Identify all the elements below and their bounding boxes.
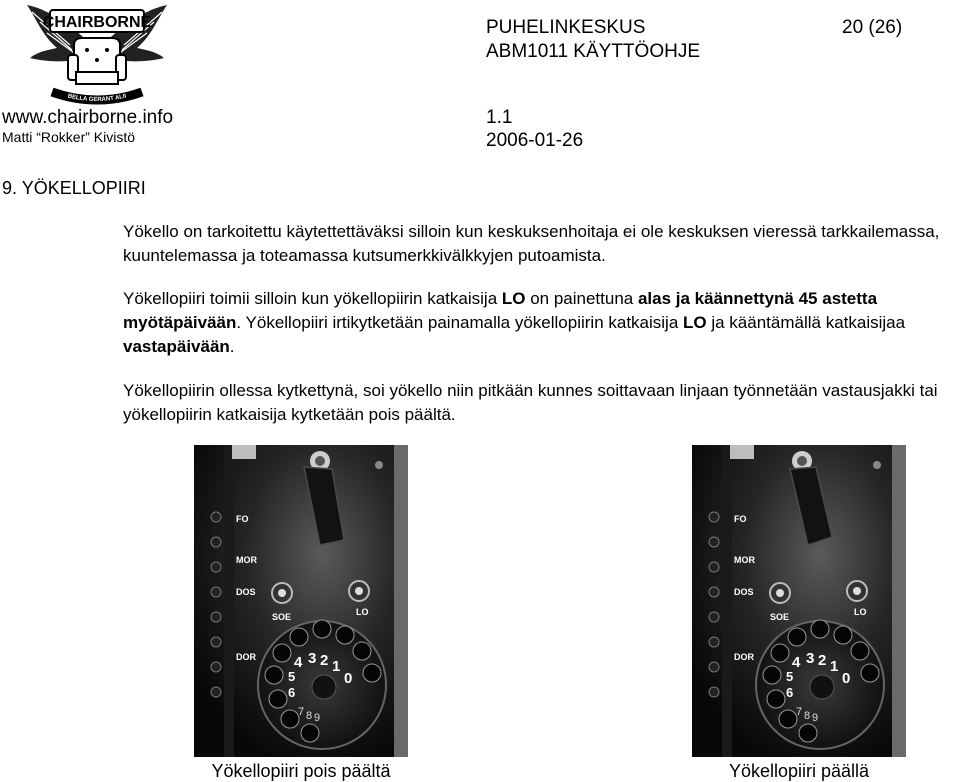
panel-label-dor: DOR	[236, 652, 256, 662]
doc-version: 1.1	[486, 107, 513, 128]
dial-digit: 4	[792, 654, 801, 671]
dial-digit: 2	[818, 652, 827, 669]
paragraph-3: Yökellopiirin ollessa kytkettynä, soi yökello niin pitkään kunnes soittavaan linjaan työnnetään vastausjakki tai yökellopiirin katkaisija kytketään pois päältä.	[123, 381, 938, 424]
panel-label-fo: FO	[236, 514, 249, 524]
author-name: Matti “Rokker” Kivistö	[2, 129, 136, 145]
dial-digit: 0	[344, 670, 353, 687]
dial-digit: 7	[298, 706, 305, 718]
paragraph-1: Yökello on tarkoitettu käytettettäväksi silloin kun keskuksenhoitaja ei ole keskuksen vieressä tarkkailemassa, kuuntelemassa ja toteamassa kutsumerkkivälkkyjen putoamista.	[123, 222, 940, 265]
dial-digit: 0	[842, 670, 851, 687]
doc-title-line2: ABM1011 KÄYTTÖOHJE	[486, 41, 700, 62]
panel-label-mor: MOR	[236, 555, 257, 565]
switch-panel-image	[194, 445, 408, 757]
dial-digit: 3	[806, 650, 815, 667]
panel-label-dor: DOR	[734, 652, 754, 662]
photo-switch-on	[692, 445, 906, 757]
logo-text: CHAIRBORNE	[42, 14, 152, 31]
dial-digit: 6	[786, 685, 794, 700]
photo-switch-off	[194, 445, 408, 757]
panel-label-dos: DOS	[734, 587, 754, 597]
switch-panel-image	[692, 445, 906, 757]
section-title: 9. YÖKELLOPIIRI	[2, 178, 146, 198]
caption-switch-on: Yökellopiiri päällä	[728, 761, 870, 781]
panel-label-soe: SOE	[272, 612, 292, 622]
dial-digit: 6	[288, 685, 296, 700]
dial-digit: 5	[786, 669, 794, 684]
dial-digit: 7	[796, 706, 803, 718]
dial-digit: 9	[314, 712, 321, 724]
dial-digit: 4	[294, 654, 303, 671]
paragraph-2: Yökellopiiri toimii silloin kun yökellopiirin katkaisija LO on painettuna alas ja käännettynä 45 astetta myötäpäivään. Yökellopiiri irtikytketään painamalla yökellopiirin katkaisija LO ja kääntämällä katkaisijaa vastapäivään.	[123, 289, 906, 356]
dial-digit: 5	[288, 669, 296, 684]
panel-label-mor: MOR	[734, 555, 755, 565]
panel-label-soe: SOE	[770, 612, 790, 622]
dial-digit: 8	[804, 710, 811, 722]
panel-label-lo: LO	[356, 607, 369, 617]
panel-label-lo: LO	[854, 607, 867, 617]
doc-title-line1: PUHELINKESKUS	[486, 17, 646, 38]
doc-date: 2006-01-26	[486, 130, 584, 151]
dial-digit: 1	[332, 658, 341, 675]
website-link[interactable]: www.chairborne.info	[2, 107, 174, 128]
dial-digit: 2	[320, 652, 329, 669]
panel-label-fo: FO	[734, 514, 747, 524]
chairborne-logo	[22, 0, 172, 105]
logo-motto: BELLA GERANT ALII	[67, 93, 127, 104]
panel-label-dos: DOS	[236, 587, 256, 597]
page-number: 20 (26)	[842, 17, 903, 38]
dial-digit: 9	[812, 712, 819, 724]
dial-digit: 1	[830, 658, 839, 675]
dial-digit: 3	[308, 650, 317, 667]
dial-digit: 8	[306, 710, 313, 722]
caption-switch-off: Yökellopiiri pois päältä	[211, 761, 391, 781]
